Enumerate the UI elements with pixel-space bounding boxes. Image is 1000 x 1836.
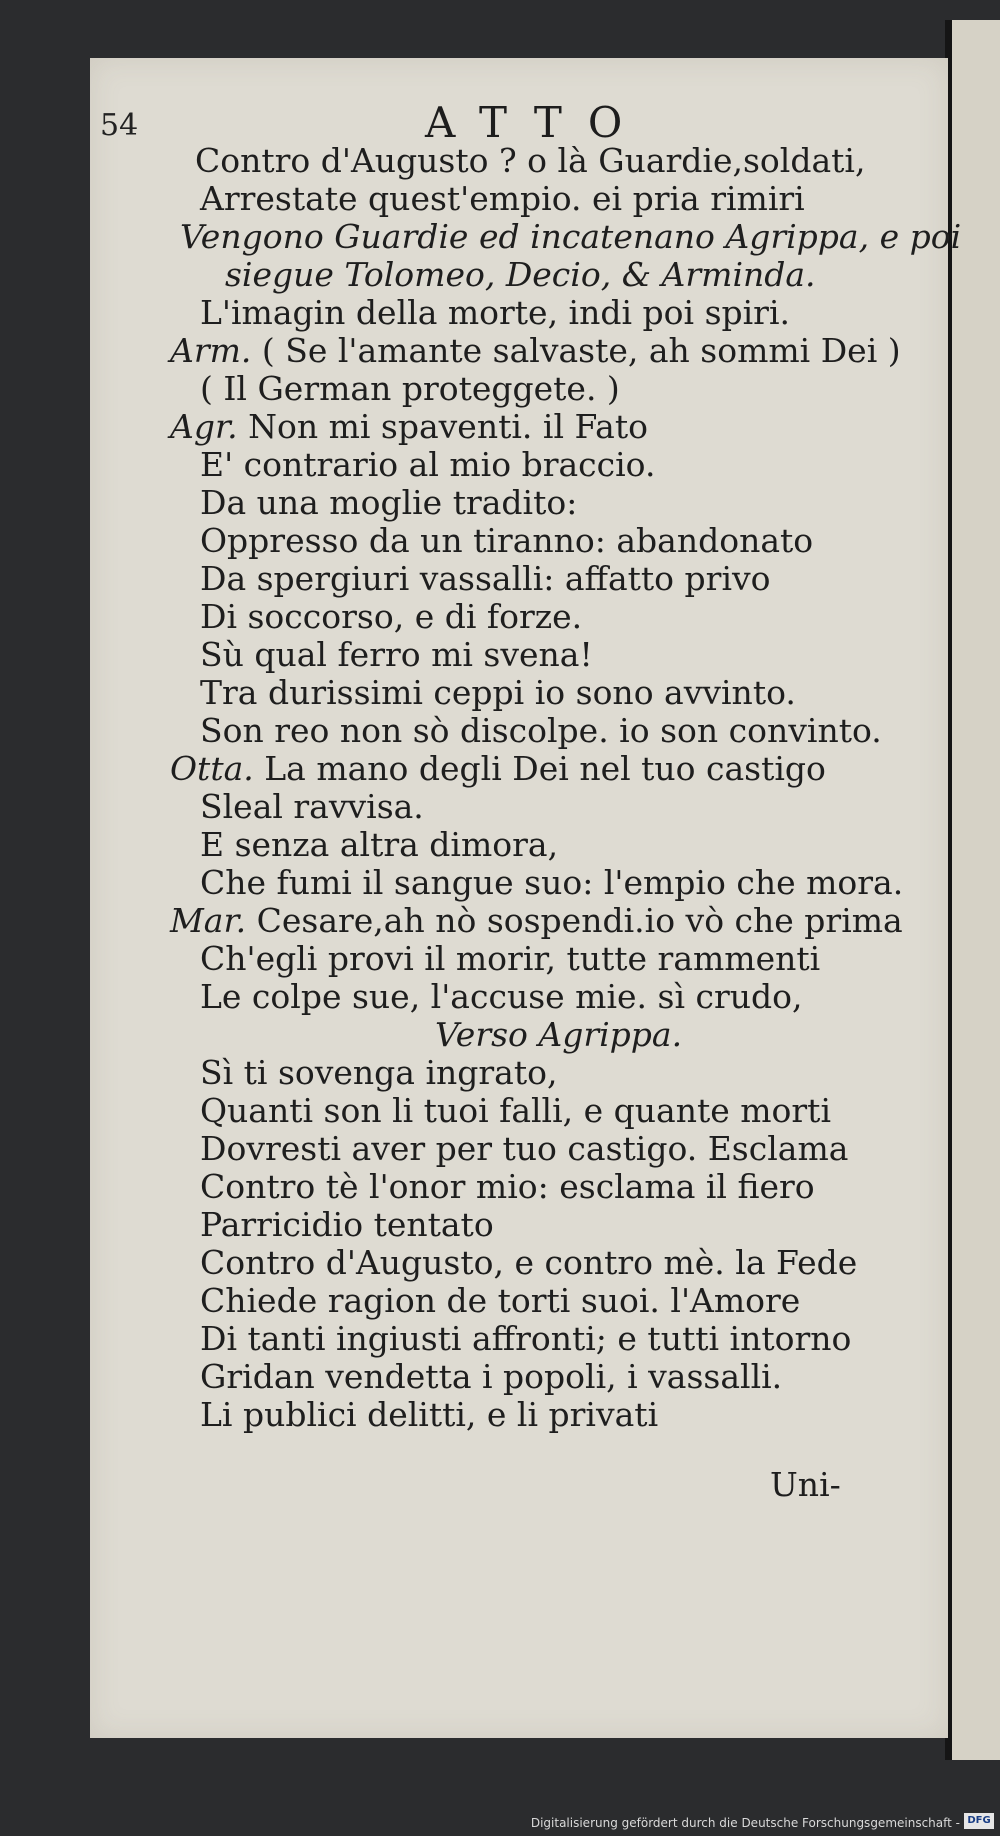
text-line: Sì ti sovenga ingrato, — [200, 1053, 558, 1092]
text-line: Sleal ravvisa. — [200, 787, 424, 826]
footer-credit: Digitalisierung gefördert durch die Deutsche Forschungsgemeinschaft - — [530, 1816, 960, 1830]
stage-direction: Verso Agrippa. — [435, 1015, 683, 1054]
speech-line: Arm. ( Se l'amante salvaste, ah sommi Dei ) — [170, 331, 901, 370]
speech-line: Mar. Cesare,ah nò sospendi.io vò che prima — [170, 901, 903, 940]
stage-direction: Vengono Guardie ed incatenano Agrippa, e poi — [180, 217, 962, 256]
speaker-name: Arm. — [170, 331, 252, 370]
text-line: Tra durissimi ceppi io sono avvinto. — [200, 673, 796, 712]
text-line: Contro d'Augusto ? o là Guardie,soldati, — [195, 141, 866, 180]
catchword: Uni- — [770, 1465, 841, 1504]
stage-direction: siegue Tolomeo, Decio, & Arminda. — [225, 255, 816, 294]
speech-line: Agr. Non mi spaventi. il Fato — [170, 407, 648, 446]
text-line: Contro tè l'onor mio: esclama il fiero — [200, 1167, 815, 1206]
text-line: Le colpe sue, l'accuse mie. sì crudo, — [200, 977, 803, 1016]
text-line: ( Il German proteggete. ) — [200, 369, 620, 408]
text-line: Arrestate quest'empio. ei pria rimiri — [200, 179, 805, 218]
text-line: Gridan vendetta i popoli, i vassalli. — [200, 1357, 783, 1396]
text-line: Son reo non sò discolpe. io son convinto. — [200, 711, 882, 750]
facing-page-edge — [952, 20, 1000, 1760]
text-line: Sù qual ferro mi svena! — [200, 635, 593, 674]
text-line: Quanti son li tuoi falli, e quante morti — [200, 1091, 831, 1130]
text-line: Oppresso da un tiranno: abandonato — [200, 521, 814, 560]
running-title: ATTO — [425, 98, 649, 147]
text-line: Contro d'Augusto, e contro mè. la Fede — [200, 1243, 858, 1282]
text-line: Chiede ragion de torti suoi. l'Amore — [200, 1281, 801, 1320]
page-number: 54 — [100, 108, 139, 143]
text-line: E senza altra dimora, — [200, 825, 559, 864]
text-line: Ch'egli provi il morir, tutte rammenti — [200, 939, 821, 978]
text-line: Li publici delitti, e li privati — [200, 1395, 659, 1434]
text-line: Parricidio tentato — [200, 1205, 494, 1244]
dfg-logo: DFG — [964, 1813, 994, 1829]
text-line: Da una moglie tradito: — [200, 483, 578, 522]
speaker-name: Mar. — [170, 901, 247, 940]
text-line: Dovresti aver per tuo castigo. Esclama — [200, 1129, 849, 1168]
speaker-name: Otta. — [170, 749, 254, 788]
digitization-footer — [0, 1804, 1000, 1836]
text-line: Di soccorso, e di forze. — [200, 597, 583, 636]
text-line: Da spergiuri vassalli: affatto privo — [200, 559, 771, 598]
text-line: Che fumi il sangue suo: l'empio che mora. — [200, 863, 904, 902]
speech-line: Otta. La mano degli Dei nel tuo castigo — [170, 749, 826, 788]
text-line: E' contrario al mio braccio. — [200, 445, 656, 484]
speaker-name: Agr. — [170, 407, 238, 446]
text-line: Di tanti ingiusti affronti; e tutti intorno — [200, 1319, 852, 1358]
text-line: L'imagin della morte, indi poi spiri. — [200, 293, 791, 332]
